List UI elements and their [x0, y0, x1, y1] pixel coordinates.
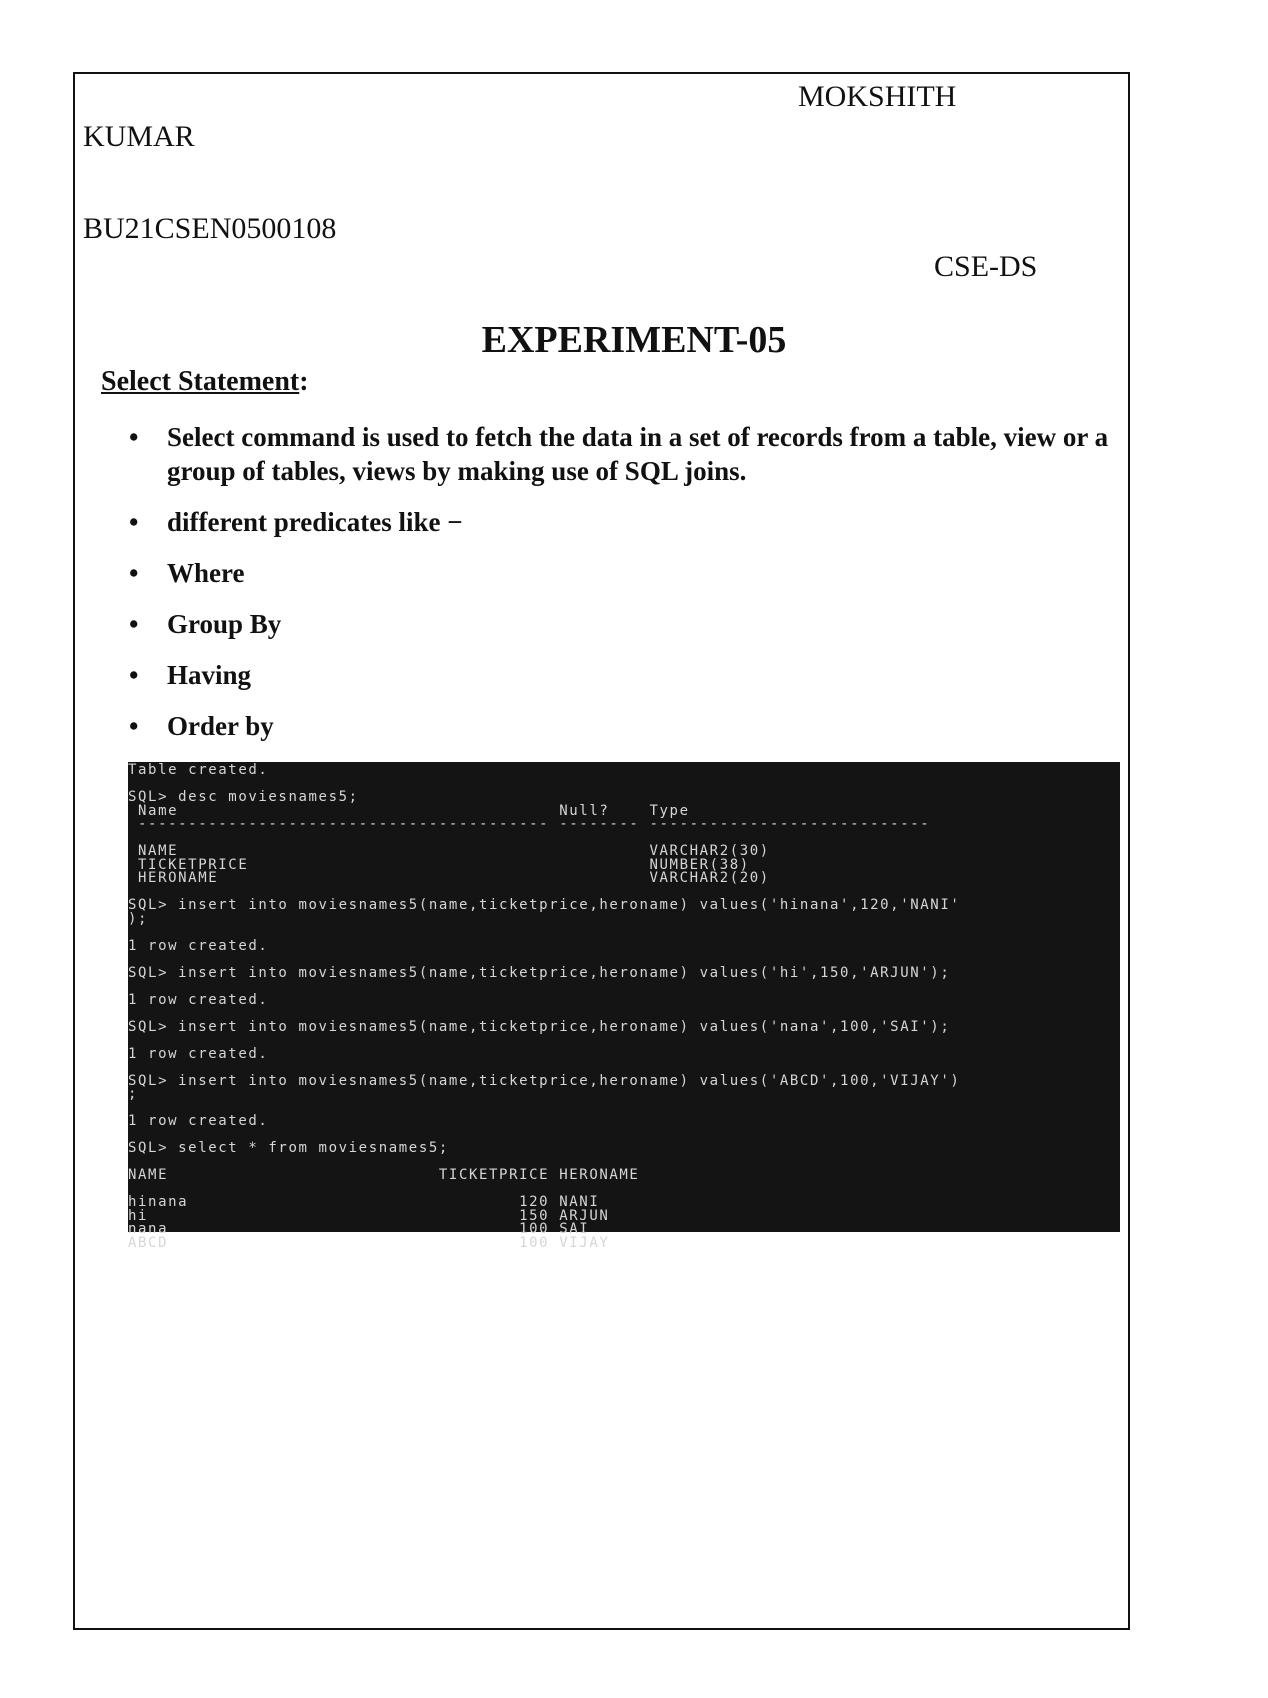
terminal-line: TICKETPRICE NUMBER(38) — [128, 856, 750, 873]
bullet-text: Having — [167, 660, 252, 690]
bullet-icon: • — [129, 507, 139, 537]
bullet-list — [125, 420, 1125, 760]
terminal-line: SQL> insert into moviesnames5(name,ticketprice,heroname) values('nana',100,'SAI'); — [128, 1018, 951, 1035]
terminal-line: 1 row created. — [128, 1113, 269, 1129]
terminal-line: NAME VARCHAR2(30) — [128, 843, 770, 859]
student-name-first: MOKSHITH — [798, 80, 957, 113]
bullet-item — [125, 556, 1125, 590]
terminal-line: 1 row created. — [128, 991, 269, 1008]
bullet-text: Group By — [167, 609, 282, 639]
bullet-item — [125, 709, 1125, 743]
terminal-line: hinana 120 NANI — [128, 1194, 600, 1210]
roll-number: BU21CSEN0500108 — [83, 212, 337, 245]
terminal-line: ABCD 100 VIJAY — [128, 1234, 610, 1251]
terminal-line: SQL> insert into moviesnames5(name,ticketprice,heroname) values('hinana',120,'NANI' — [128, 897, 961, 913]
bullet-text: different predicates like − — [167, 507, 463, 537]
section-heading-text: Select Statement — [101, 366, 300, 397]
terminal-line: 1 row created. — [128, 937, 269, 954]
department: CSE-DS — [934, 250, 1038, 283]
terminal-line: SQL> desc moviesnames5; — [128, 789, 359, 805]
section-heading — [101, 366, 309, 398]
bullet-text: Where — [167, 558, 245, 588]
terminal-line: HERONAME VARCHAR2(20) — [128, 870, 770, 886]
section-heading-colon: : — [299, 366, 309, 397]
terminal-line: Name Null? Type — [128, 802, 690, 819]
bullet-item — [125, 607, 1125, 641]
bullet-item — [125, 505, 1125, 539]
terminal-line: ; — [128, 1086, 139, 1102]
student-name-last: KUMAR — [83, 120, 195, 153]
sql-terminal-screenshot — [128, 762, 1120, 1251]
experiment-title: EXPERIMENT-05 — [481, 319, 787, 361]
bullet-icon: • — [129, 711, 139, 741]
terminal-line: nana 100 SAI — [128, 1221, 590, 1237]
bullet-item — [125, 658, 1125, 692]
terminal-line: SQL> insert into moviesnames5(name,ticketprice,heroname) values('ABCD',100,'VIJAY') — [128, 1072, 961, 1089]
terminal-line: 1 row created. — [128, 1045, 269, 1062]
terminal-line: ); — [128, 910, 149, 927]
bullet-icon: • — [129, 558, 139, 588]
terminal-line: hi 150 ARJUN — [128, 1207, 610, 1224]
bullet-icon: • — [129, 660, 139, 690]
bullet-item — [125, 420, 1125, 488]
terminal-line: Table created. — [128, 762, 269, 778]
bullet-text: Select command is used to fetch the data in a set of records from a table, view or a group of tables, views by making use of SQL joins. — [167, 422, 1109, 486]
bullet-icon: • — [129, 422, 139, 452]
bullet-icon: • — [129, 609, 139, 639]
terminal-line: NAME TICKETPRICE HERONAME — [128, 1167, 640, 1183]
terminal-line: ----------------------------------------- -------- ---------------------------- — [128, 816, 931, 832]
terminal-output — [128, 762, 1120, 1250]
bullet-text: Order by — [167, 711, 274, 741]
terminal-line: SQL> select * from moviesnames5; — [128, 1140, 449, 1156]
terminal-line: SQL> insert into moviesnames5(name,ticketprice,heroname) values('hi',150,'ARJUN'); — [128, 964, 951, 981]
